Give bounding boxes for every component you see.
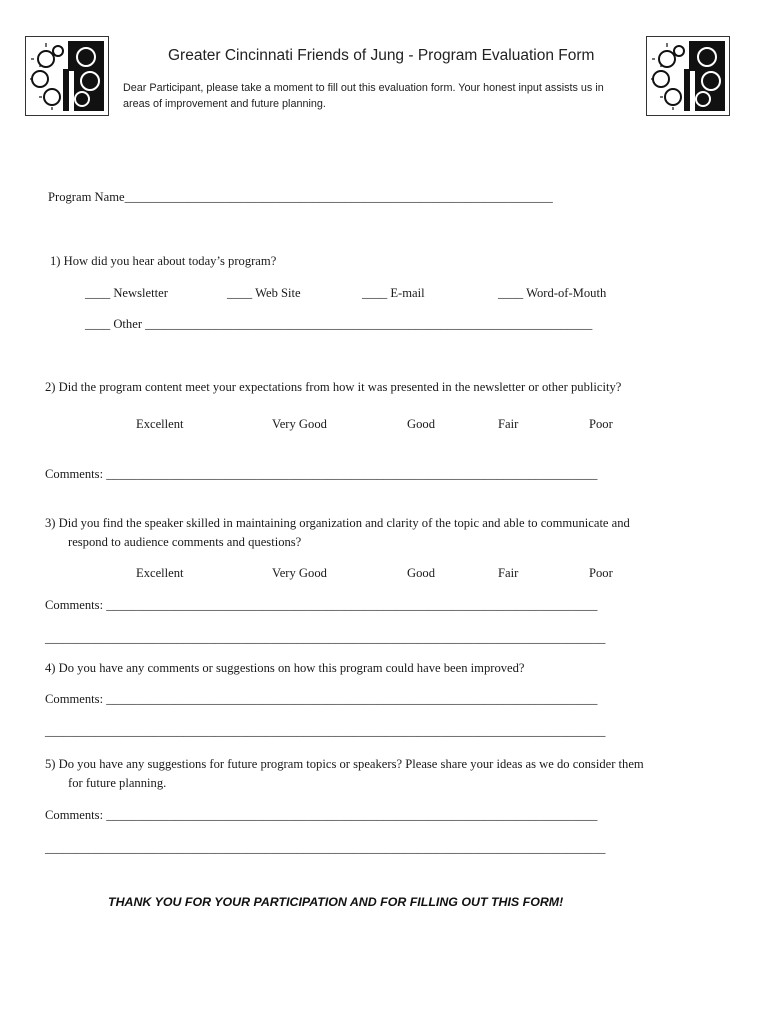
comments-line-q3[interactable]: _________________________________________________________________________________________ — [45, 631, 606, 645]
rating-fair[interactable]: Fair — [498, 417, 519, 431]
question-5-line-2: for future planning. — [68, 776, 167, 790]
rating-very-good[interactable]: Very Good — [272, 417, 327, 431]
question-3-line-2: respond to audience comments and questions? — [68, 535, 302, 549]
rating-poor[interactable]: Poor — [589, 566, 613, 580]
option-web-site[interactable]: ____ Web Site — [227, 286, 301, 300]
rating-good[interactable]: Good — [407, 566, 435, 580]
rating-very-good[interactable]: Very Good — [272, 566, 327, 580]
question-1: 1) How did you hear about today’s program? — [50, 254, 277, 268]
question-4: 4) Do you have any comments or suggestions on how this program could have been improved? — [45, 661, 525, 675]
thank-you-message: THANK YOU FOR YOUR PARTICIPATION AND FOR FILLING OUT THIS FORM! — [108, 895, 564, 909]
comments-field-q4[interactable]: Comments: ______________________________________________________________________________ — [45, 692, 598, 706]
option-newsletter[interactable]: ____ Newsletter — [85, 286, 168, 300]
tree-icon — [651, 41, 725, 111]
rating-excellent[interactable]: Excellent — [136, 417, 184, 431]
question-3: 3) Did you find the speaker skilled in maintaining organization and clarity of the topic and able to communicate and — [45, 516, 630, 530]
option-other[interactable]: ____ Other _______________________________________________________________________ — [85, 317, 593, 331]
option-word-of-mouth[interactable]: ____ Word-of-Mouth — [498, 286, 607, 300]
rating-poor[interactable]: Poor — [589, 417, 613, 431]
comments-field-q3[interactable]: Comments: ______________________________________________________________________________ — [45, 598, 598, 612]
tree-icon — [30, 41, 104, 111]
comments-field-q5[interactable]: Comments: ______________________________________________________________________________ — [45, 808, 598, 822]
logo-left — [25, 36, 109, 116]
rating-excellent[interactable]: Excellent — [136, 566, 184, 580]
rating-fair[interactable]: Fair — [498, 566, 519, 580]
logo-right — [646, 36, 730, 116]
program-name-field[interactable]: Program Name____________________________________________________________________ — [48, 190, 553, 204]
question-2: 2) Did the program content meet your expectations from how it was presented in the newsletter or other publicity? — [45, 380, 622, 394]
intro-line-1: Dear Participant, please take a moment to fill out this evaluation form. Your honest input assists us in — [123, 82, 604, 94]
page-title: Greater Cincinnati Friends of Jung - Program Evaluation Form — [168, 47, 595, 64]
rating-good[interactable]: Good — [407, 417, 435, 431]
question-5: 5) Do you have any suggestions for future program topics or speakers? Please share your ideas as we do consider them — [45, 757, 644, 771]
intro-text — [123, 80, 643, 112]
intro-line-2: areas of improvement and future planning. — [123, 98, 326, 110]
comments-line-q5[interactable]: _________________________________________________________________________________________ — [45, 841, 606, 855]
comments-line-q4[interactable]: _________________________________________________________________________________________ — [45, 724, 606, 738]
comments-field-q2[interactable]: Comments: ______________________________________________________________________________ — [45, 467, 598, 481]
option-email[interactable]: ____ E-mail — [362, 286, 425, 300]
